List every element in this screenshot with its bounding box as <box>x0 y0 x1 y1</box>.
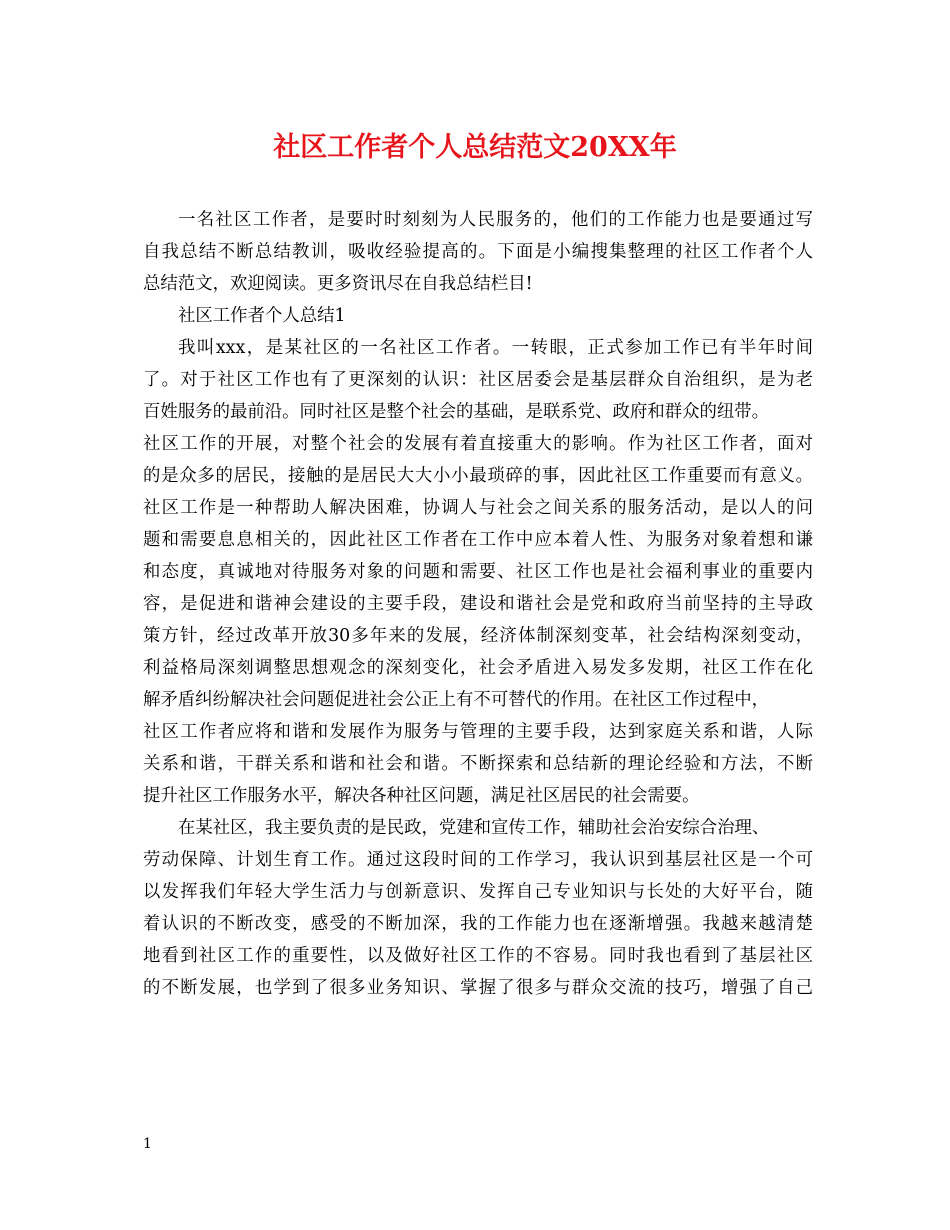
text-line: 社区工作是一种帮助人解决困难，协调人与社会之间关系的服务活动，是以人的问 <box>143 498 813 518</box>
text-line: 和态度，真诚地对待服务对象的问题和需要、社区工作也是社会福利事业的重要内 <box>143 562 813 582</box>
text-line: 地看到社区工作的重要性，以及做好社区工作的不容易。同时我也看到了基层社区 <box>143 946 813 966</box>
text-line: 容，是促进和谐神会建设的主要手段，建设和谐社会是党和政府当前坚持的主导政 <box>143 594 813 614</box>
text-line: 社区工作者应将和谐和发展作为服务与管理的主要手段，达到家庭关系和谐，人际 <box>143 722 813 742</box>
page-number: 1 <box>143 1136 152 1152</box>
text-line: 一名社区工作者，是要时时刻刻为人民服务的，他们的工作能力也是要通过写 <box>178 210 813 230</box>
document-title: 社区工作者个人总结范文20XX年 <box>273 132 677 163</box>
text-line: 提升社区工作服务水平，解决各种社区问题，满足社区居民的社会需要。 <box>143 786 700 806</box>
text-line: 以发挥我们年轻大学生活力与创新意识、发挥自己专业知识与长处的大好平台，随 <box>143 882 813 902</box>
text-line: 百姓服务的最前沿。同时社区是整个社会的基础，是联系党、政府和群众的纽带。 <box>143 402 770 422</box>
text-line: 总结范文，欢迎阅读。更多资讯尽在自我总结栏目! <box>143 274 533 294</box>
text-line: 我叫xxx，是某社区的一名社区工作者。一转眼，正式参加工作已有半年时间 <box>178 338 813 358</box>
text-line: 利益格局深刻调整思想观念的深刻变化，社会矛盾进入易发多发期，社区工作在化 <box>143 658 813 678</box>
text-line: 题和需要息息相关的，因此社区工作者在工作中应本着人性、为服务对象着想和谦 <box>143 530 813 550</box>
text-line: 自我总结不断总结教训，吸收经验提高的。下面是小编搜集整理的社区工作者个人 <box>143 242 813 262</box>
text-line: 关系和谐，干群关系和谐和社会和谐。不断探索和总结新的理论经验和方法，不断 <box>143 754 813 774</box>
text-line: 劳动保障、计划生育工作。通过这段时间的工作学习，我认识到基层社区是一个可 <box>143 850 813 870</box>
text-line: 了。对于社区工作也有了更深刻的认识：社区居委会是基层群众自治组织，是为老 <box>143 370 813 390</box>
text-line: 在某社区，我主要负责的是民政，党建和宣传工作，辅助社会治安综合治理、 <box>178 818 770 838</box>
document-body <box>143 204 813 1004</box>
text-line: 的不断发展，也学到了很多业务知识、掌握了很多与群众交流的技巧，增强了自己 <box>143 978 813 998</box>
text-line: 策方针，经过改革开放30多年来的发展，经济体制深刻变革，社会结构深刻变动， <box>143 626 813 646</box>
text-line: 社区工作者个人总结1 <box>178 306 346 326</box>
text-line: 社区工作的开展，对整个社会的发展有着直接重大的影响。作为社区工作者，面对 <box>143 434 813 454</box>
text-line: 解矛盾纠纷解决社会问题促进社会公正上有不可替代的作用。在社区工作过程中， <box>143 690 770 710</box>
text-line: 着认识的不断改变，感受的不断加深，我的工作能力也在逐渐增强。我越来越清楚 <box>143 914 813 934</box>
text-line: 的是众多的居民，接触的是居民大大小小最琐碎的事，因此社区工作重要而有意义。 <box>143 466 813 486</box>
